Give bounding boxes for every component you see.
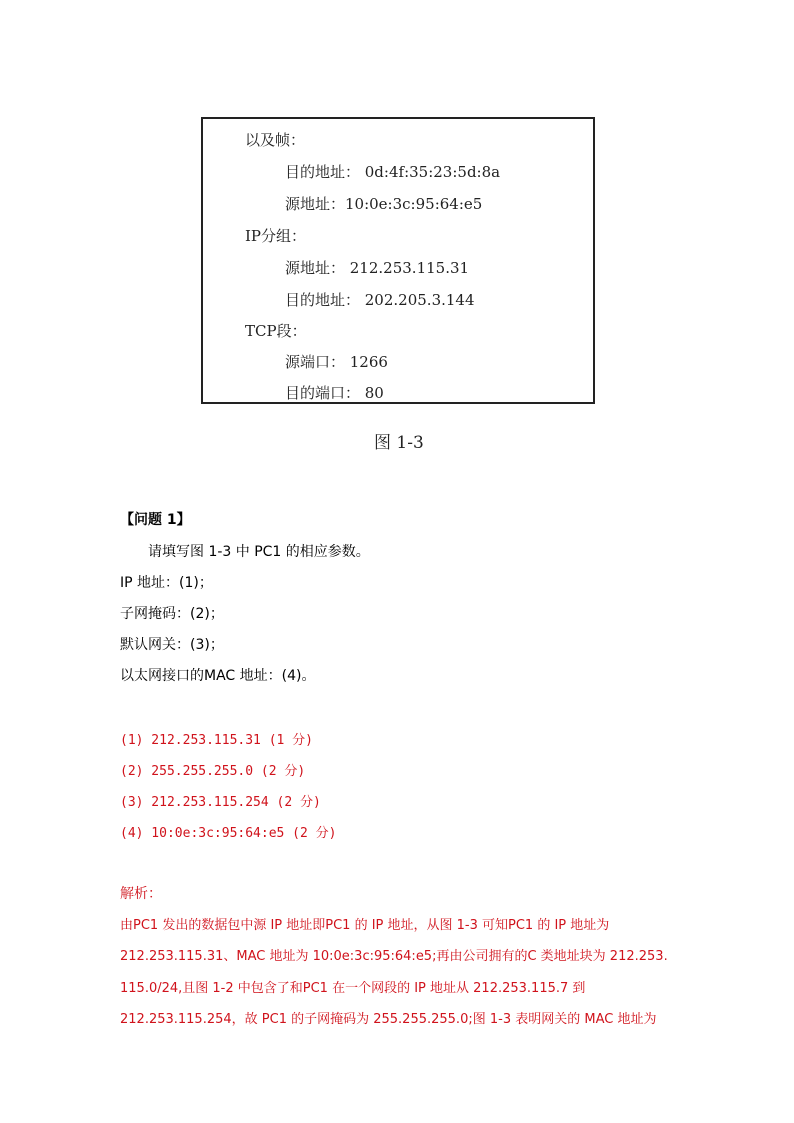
analysis-line: 由PC1 发出的数据包中源 IP 地址即PC1 的 IP 地址，从图 1-3 可知PC1 的 IP 地址为 (120, 918, 610, 933)
question-item: 子网掩码：(2)； (120, 606, 224, 622)
answer-line: (3) 212.253.115.254 (2 分) (120, 795, 321, 810)
question-item: IP 地址：(1)； (120, 575, 213, 591)
figure-caption: 图 1-3 (374, 433, 424, 453)
question-item: 以太网接口的MAC 地址：(4)。 (120, 668, 316, 684)
question-title: 【问题 1】 (120, 512, 191, 528)
analysis-line: 115.0/24,且图 1-2 中包含了和PC1 在一个网段的 IP 地址从 212.253.115.7 到 (120, 981, 586, 996)
figure-frame (201, 117, 595, 404)
figure-line: TCP段： (245, 322, 307, 340)
question-item: 默认网关：(3)； (120, 637, 224, 653)
figure-line: 以及帧： (245, 131, 306, 149)
figure-line: 目的地址： 202.205.3.144 (285, 291, 475, 309)
figure-line: 源端口： 1266 (285, 353, 388, 371)
analysis-heading: 解析： (120, 886, 162, 902)
figure-line: 目的端口： 80 (285, 384, 384, 402)
figure-line: 源地址： 212.253.115.31 (285, 259, 470, 277)
analysis-line: 212.253.115.31、MAC 地址为 10:0e:3c:95:64:e5;再由公司拥有的C 类地址块为 212.253. (120, 949, 668, 964)
figure-line: 源地址：10:0e:3c:95:64:e5 (285, 195, 483, 213)
answer-line: (4) 10:0e:3c:95:64:e5 (2 分) (120, 826, 337, 841)
figure-line: 目的地址： 0d:4f:35:23:5d:8a (285, 163, 501, 181)
analysis-line: 212.253.115.254，故 PC1 的子网掩码为 255.255.255.0;图 1-3 表明网关的 MAC 地址为 (120, 1012, 657, 1027)
answer-line: (2) 255.255.255.0 (2 分) (120, 764, 306, 779)
answer-line: (1) 212.253.115.31 (1 分) (120, 733, 314, 748)
question-prompt: 请填写图 1-3 中 PC1 的相应参数。 (148, 544, 370, 560)
figure-line: IP分组： (245, 227, 307, 245)
